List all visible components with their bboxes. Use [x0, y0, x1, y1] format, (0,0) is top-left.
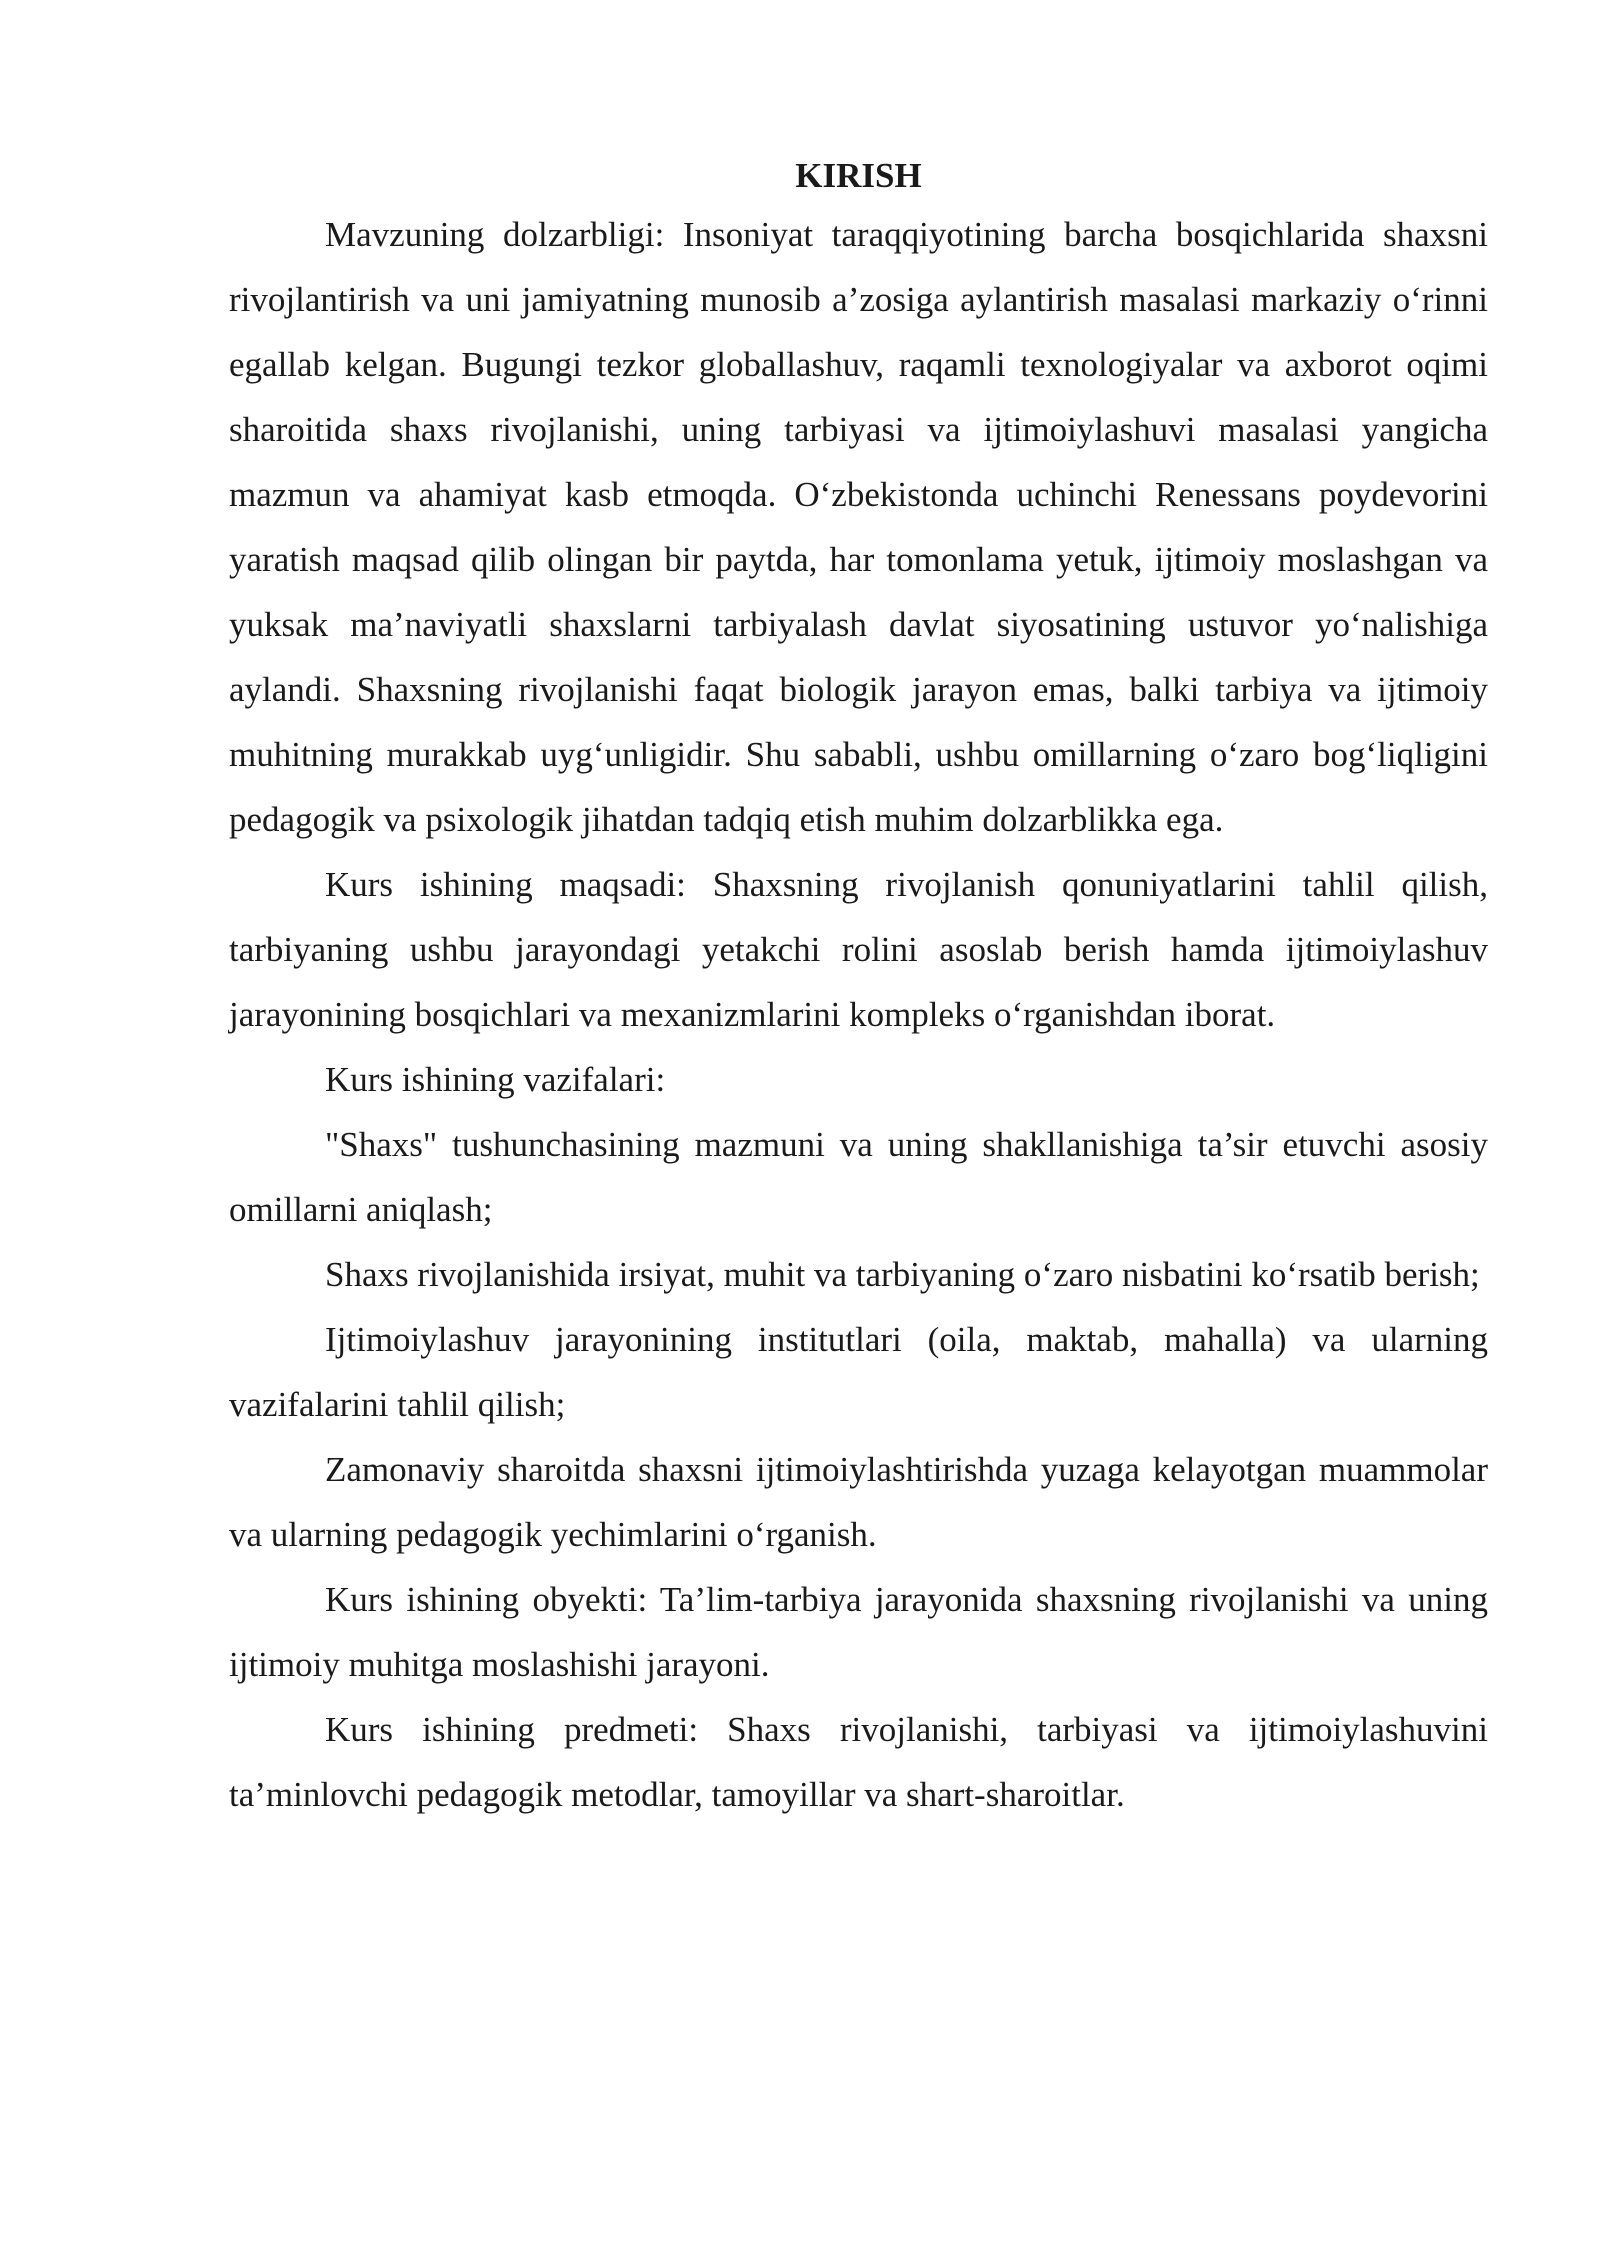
page-content [229, 150, 1488, 1827]
paragraph-task-2: Shaxs rivojlanishida irsiyat, muhit va tarbiyaning o‘zaro nisbatini ko‘rsatib berish; [325, 1255, 1480, 1294]
paragraph-task-1: "Shaxs" tushunchasining mazmuni va uning shakllanishiga ta’sir etuvchi asosiy omillarni aniqlash; [229, 1125, 1488, 1229]
paragraph-task-4: Zamonaviy sharoitda shaxsni ijtimoiylashtirishda yuzaga kelayotgan muammolar va ularning pedagogik yechimlarini o‘rganish. [229, 1450, 1488, 1554]
paragraph-task-3: Ijtimoiylashuv jarayonining institutlari (oila, maktab, mahalla) va ularning vazifalarini tahlil qilish; [229, 1320, 1488, 1424]
section-title: KIRISH [795, 156, 922, 195]
paragraph-subject: Kurs ishining predmeti: Shaxs rivojlanishi, tarbiyasi va ijtimoiylashuvini ta’minlovchi pedagogik metodlar, tamoyillar va shart-sharoitlar. [229, 1710, 1488, 1814]
paragraph-object: Kurs ishining obyekti: Ta’lim-tarbiya jarayonida shaxsning rivojlanishi va uning ijtimoiy muhitga moslashishi jarayoni. [229, 1580, 1488, 1684]
paragraph-tasks-heading: Kurs ishining vazifalari: [325, 1060, 666, 1099]
paragraph-goal: Kurs ishining maqsadi: Shaxsning rivojlanish qonuniyatlarini tahlil qilish, tarbiyaning ushbu jarayondagi yetakchi rolini asoslab berish hamda ijtimoiylashuv jarayonining bosqichlari va mexanizmlarini kompleks o‘rganishdan iborat. [229, 865, 1488, 1034]
paragraph-relevance: Mavzuning dolzarbligi: Insoniyat taraqqiyotining barcha bosqichlarida shaxsni rivojlantirish va uni jamiyatning munosib a’zosiga aylantirish masalasi markaziy o‘rinni egallab kelgan. Bugungi tezkor globallashuv, raqamli texnologiyalar va axborot oqimi sharoitida shaxs rivojlanishi, uning tarbiyasi va ijtimoiylashuvi masalasi yangicha mazmun va ahamiyat kasb etmoqda. O‘zbekistonda uchinchi Renessans poydevorini yaratish maqsad qilib olingan bir paytda, har tomonlama yetuk, ijtimoiy moslashgan va yuksak ma’naviyatli shaxslarni tarbiyalash davlat siyosatining ustuvor yo‘nalishiga aylandi. Shaxsning rivojlanishi faqat biologik jarayon emas, balki tarbiya va ijtimoiy muhitning murakkab uyg‘unligidir. Shu sababli, ushbu omillarning o‘zaro bog‘liqligini pedagogik va psixologik jihatdan tadqiq etish muhim dolzarblikka ega. [229, 215, 1488, 839]
